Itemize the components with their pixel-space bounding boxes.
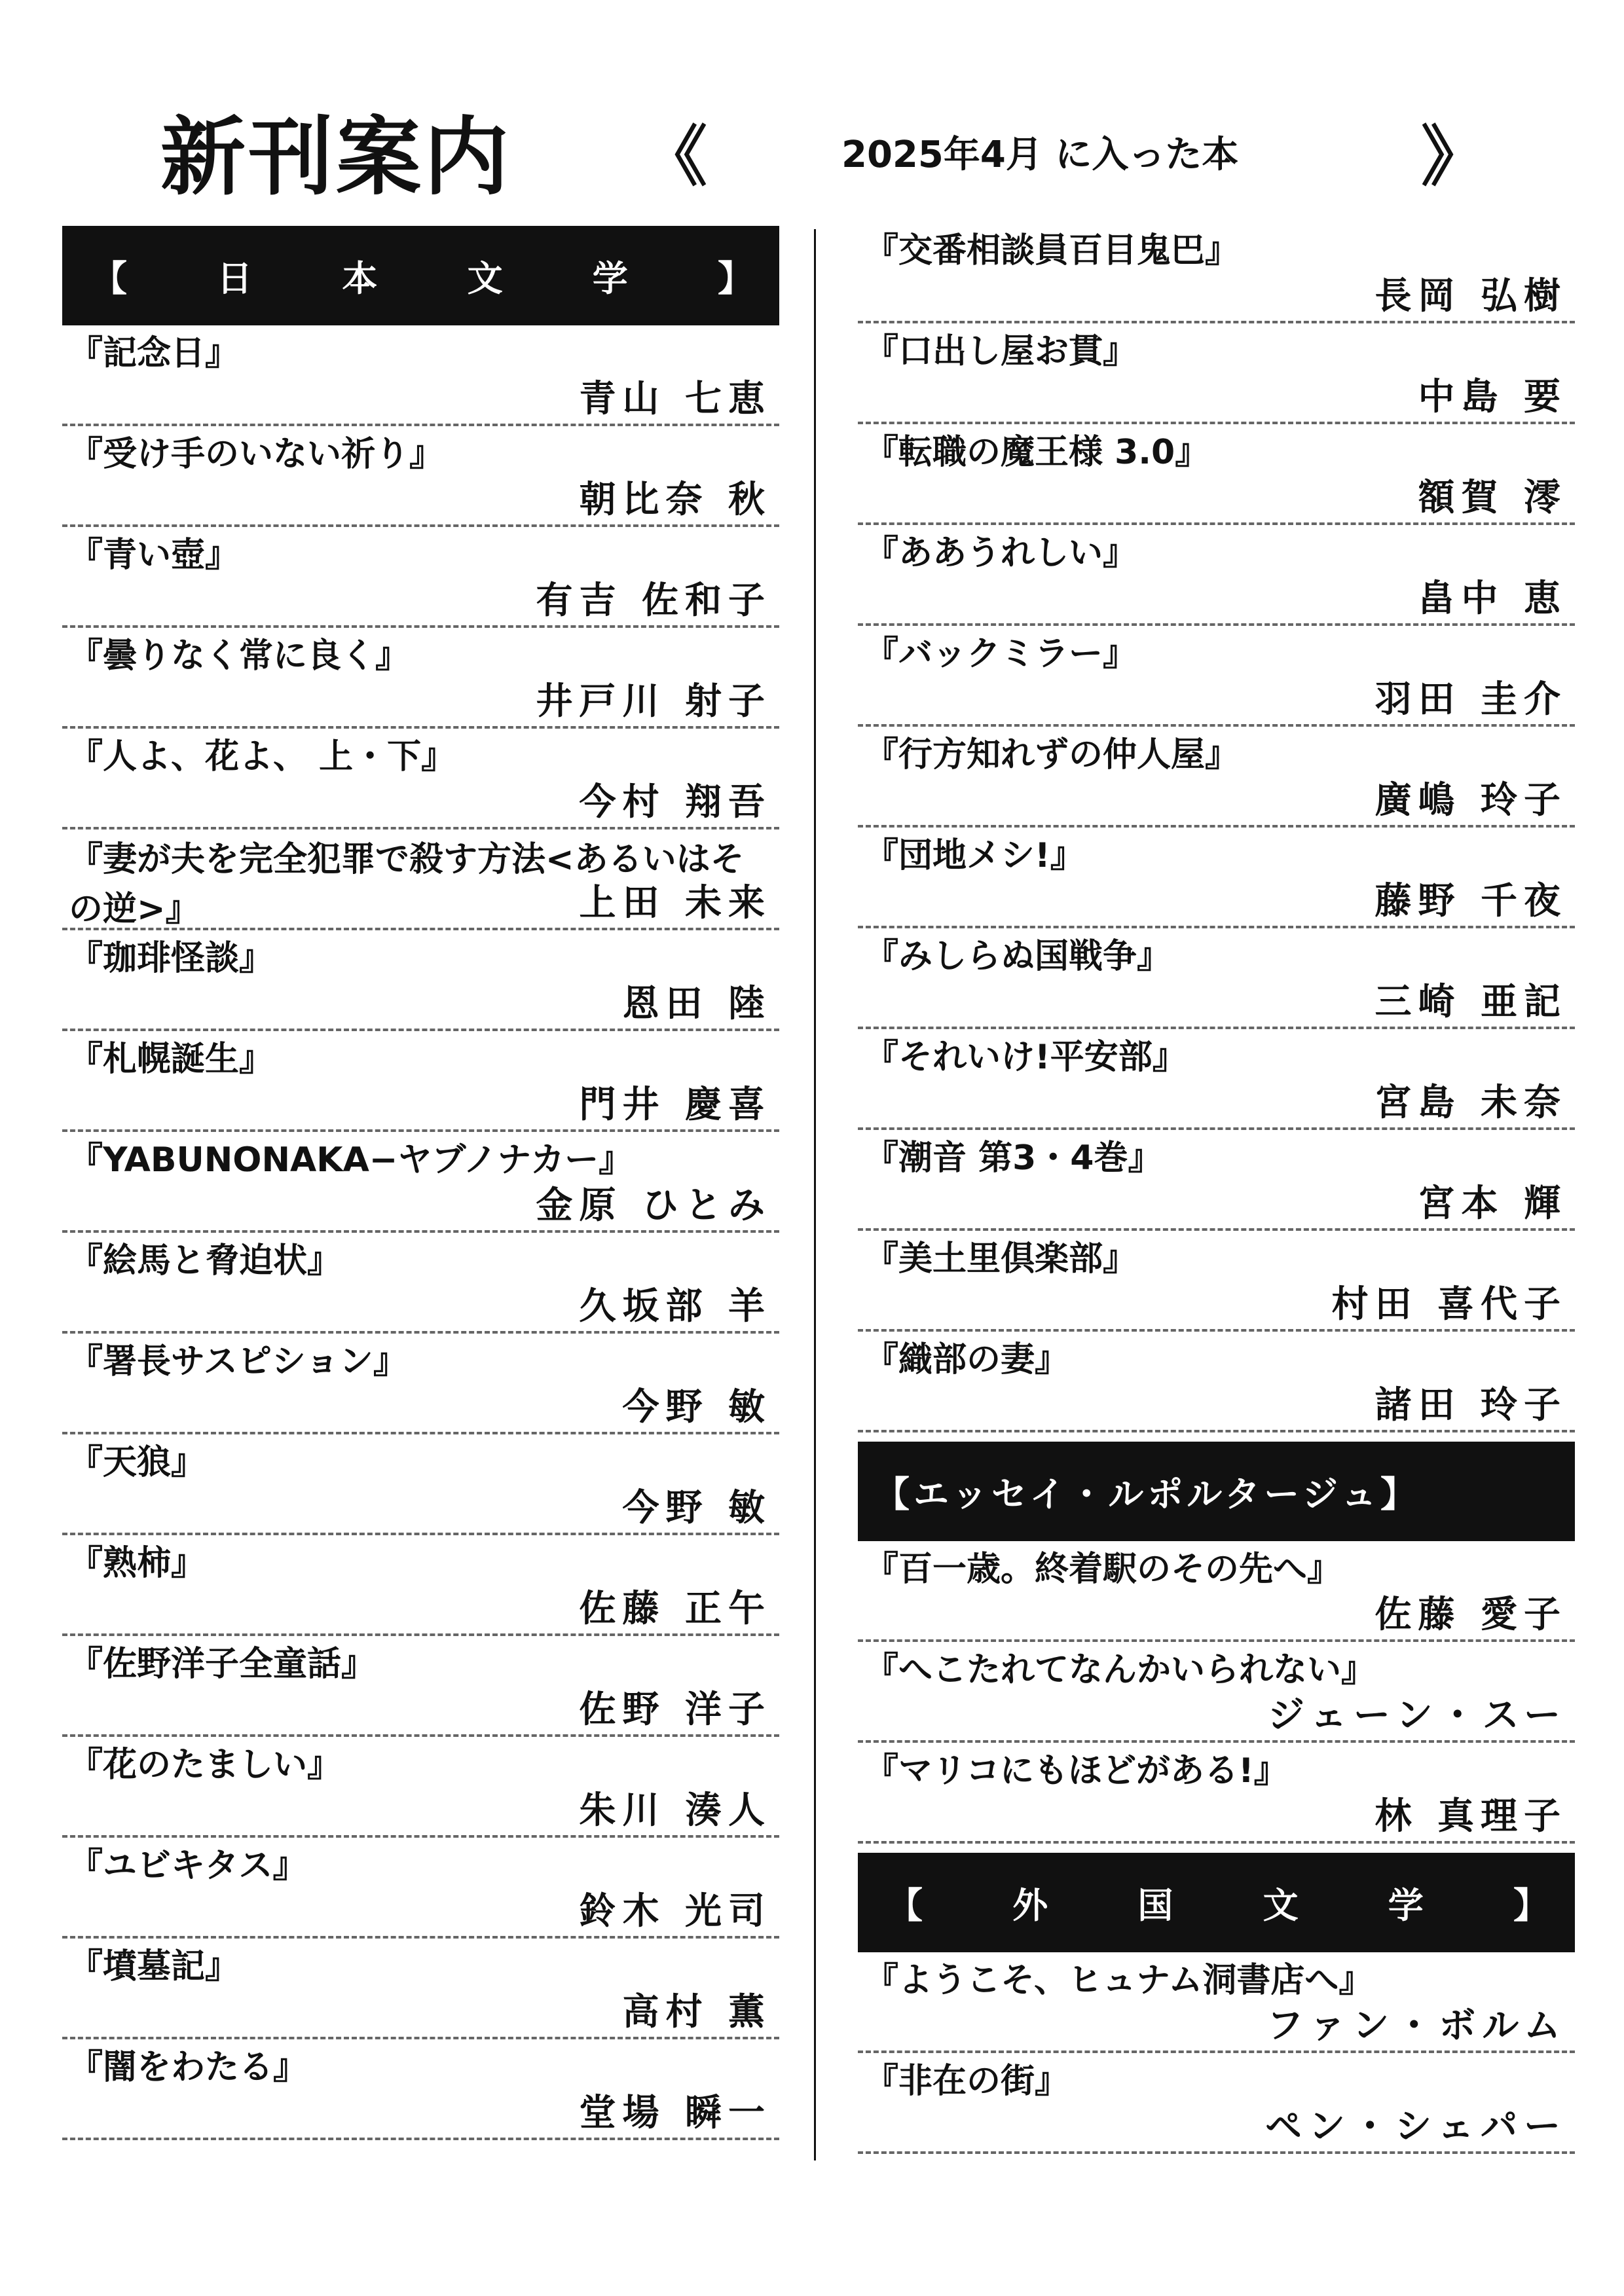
column-divider xyxy=(814,229,816,2160)
book-title: 『花のたましい』 xyxy=(69,1745,342,1785)
book-title: 『それいけ!平安部』 xyxy=(864,1038,1187,1077)
page-title: 新刊案内 xyxy=(160,107,512,207)
book-entry xyxy=(62,1535,779,1636)
book-author: 廣嶋 玲子 xyxy=(1375,779,1567,822)
book-entry xyxy=(62,1233,779,1334)
book-author: 今村 翔吾 xyxy=(579,781,771,824)
left-column xyxy=(62,226,779,2140)
book-title: 『潮音 第3・4巻』 xyxy=(864,1139,1162,1178)
book-author: ジェーン・スー xyxy=(1268,1694,1567,1737)
book-entry xyxy=(858,1952,1575,2053)
book-entry xyxy=(62,1737,779,1838)
book-author: 村田 喜代子 xyxy=(1331,1283,1567,1326)
book-author: 朝比奈 秋 xyxy=(579,479,771,521)
book-author: 諸田 玲子 xyxy=(1375,1384,1567,1427)
book-title: 『団地メシ!』 xyxy=(864,836,1084,875)
book-title: 『闇をわたる』 xyxy=(69,2048,308,2087)
book-entry xyxy=(858,1642,1575,1743)
book-title: 『ユビキタス』 xyxy=(69,1846,307,1886)
book-title: 『バックミラー』 xyxy=(864,634,1137,674)
book-entry xyxy=(62,729,779,829)
book-title: 『YABUNONAKA−ヤブノナカー』 xyxy=(69,1140,633,1180)
book-entry xyxy=(62,1838,779,1939)
book-title: 『美土里倶楽部』 xyxy=(864,1239,1137,1279)
book-author: 恩田 陸 xyxy=(622,983,771,1025)
book-author: 長岡 弘樹 xyxy=(1375,275,1567,318)
book-author: 青山 七恵 xyxy=(579,378,771,420)
book-entry xyxy=(62,1031,779,1132)
book-entry xyxy=(62,1434,779,1535)
book-author: 鈴木 光司 xyxy=(579,1890,771,1933)
book-title: 『天狼』 xyxy=(69,1443,206,1482)
book-author: 宮島 未奈 xyxy=(1375,1082,1567,1124)
book-entry xyxy=(858,1231,1575,1332)
book-title: 『熟柿』 xyxy=(69,1544,206,1583)
book-entry xyxy=(858,1541,1575,1642)
book-entry xyxy=(858,2053,1575,2154)
book-title: 『ようこそ、ヒュナム洞書店へ』 xyxy=(864,1961,1373,2000)
book-entry xyxy=(858,626,1575,727)
book-entry xyxy=(62,426,779,527)
book-title: 『人よ、花よ、 上・下』 xyxy=(69,737,456,776)
open-double-angle-bracket: 《 xyxy=(642,118,707,195)
book-title: 『マリコにもほどがある!』 xyxy=(864,1751,1288,1791)
book-entry xyxy=(62,527,779,628)
book-author: 藤野 千夜 xyxy=(1375,880,1567,922)
book-entry xyxy=(858,525,1575,626)
book-entry xyxy=(62,1132,779,1233)
book-author: 井戸川 射子 xyxy=(536,680,771,723)
section-header-char: 【 xyxy=(887,1884,923,1926)
japanese-literature-list xyxy=(62,325,779,2140)
book-entry xyxy=(858,223,1575,323)
section-header-char: 本 xyxy=(342,257,378,299)
book-title: 『非在の街』 xyxy=(864,2062,1069,2101)
book-author: 宮本 輝 xyxy=(1418,1182,1567,1225)
book-entry xyxy=(62,628,779,729)
book-author: ペン・シェパー xyxy=(1265,2105,1567,2148)
book-author: 高村 薫 xyxy=(622,1991,771,2033)
book-title: 『交番相談員百目鬼巴』 xyxy=(864,231,1240,270)
book-title: 『青い壺』 xyxy=(69,536,240,575)
book-entry xyxy=(858,828,1575,928)
book-title: 『へこたれてなんかいられない』 xyxy=(864,1650,1376,1690)
book-title: 『ああうれしい』 xyxy=(864,534,1137,573)
foreign-literature-list xyxy=(858,1952,1575,2154)
book-entry xyxy=(62,930,779,1031)
book-title: 『絵馬と脅迫状』 xyxy=(69,1241,342,1281)
book-entry xyxy=(62,2039,779,2140)
book-title: 『珈琲怪談』 xyxy=(69,939,274,978)
book-entry xyxy=(858,1130,1575,1231)
book-title: 『札幌誕生』 xyxy=(69,1040,274,1079)
close-double-angle-bracket: 》 xyxy=(1421,118,1486,195)
section-header-label: 【エッセイ・ルポルタージュ】 xyxy=(874,1473,1420,1515)
book-entry xyxy=(858,1332,1575,1432)
book-author: 佐藤 正午 xyxy=(579,1588,771,1630)
section-header-essay xyxy=(858,1442,1575,1541)
japanese-literature-list-continued xyxy=(858,223,1575,1432)
section-header-char: 学 xyxy=(1388,1884,1424,1926)
section-header-char: 【 xyxy=(92,257,127,299)
page-header xyxy=(0,85,1624,216)
section-header-char: 外 xyxy=(1012,1884,1048,1926)
book-author: 額賀 澪 xyxy=(1418,477,1567,519)
book-author: ファン・ボルム xyxy=(1266,2005,1567,2047)
book-entry xyxy=(62,1939,779,2039)
book-author: 林 真理子 xyxy=(1375,1795,1567,1838)
book-author: 朱川 湊人 xyxy=(579,1789,771,1832)
book-title: 『墳墓記』 xyxy=(69,1947,240,1986)
section-header-char: 】 xyxy=(1513,1884,1549,1926)
section-header-japanese-literature xyxy=(62,226,779,325)
book-title: 『転職の魔王様 3.0』 xyxy=(864,433,1209,472)
book-title: 『口出し屋お貫』 xyxy=(864,332,1137,371)
book-author: 中島 要 xyxy=(1418,376,1567,418)
section-header-char: 文 xyxy=(467,257,503,299)
section-header-foreign-literature xyxy=(858,1853,1575,1952)
section-header-char: 学 xyxy=(592,257,628,299)
book-entry xyxy=(858,323,1575,424)
book-author: 上田 未来 xyxy=(579,882,771,924)
book-entry xyxy=(62,1636,779,1737)
section-header-char: 】 xyxy=(717,257,753,299)
book-author: 佐野 洋子 xyxy=(579,1688,771,1731)
book-entry xyxy=(858,1743,1575,1844)
book-author: 今野 敏 xyxy=(622,1386,771,1429)
book-author: 金原 ひとみ xyxy=(536,1184,771,1227)
book-title: 『曇りなく常に良く』 xyxy=(69,636,410,676)
book-entry xyxy=(62,1334,779,1434)
book-entry xyxy=(858,928,1575,1029)
book-title: 『織部の妻』 xyxy=(864,1340,1069,1379)
section-header-char: 文 xyxy=(1263,1884,1299,1926)
book-author: 畠中 恵 xyxy=(1418,577,1567,620)
book-entry xyxy=(858,424,1575,525)
section-header-char: 国 xyxy=(1137,1884,1173,1926)
essay-list xyxy=(858,1541,1575,1844)
book-author: 羽田 圭介 xyxy=(1375,678,1567,721)
month-label: 2025年4月 に入った本 xyxy=(841,134,1239,176)
book-title: 『妻が夫を完全犯罪で殺す方法<あるいはその逆>』 xyxy=(69,840,745,929)
book-entry xyxy=(62,829,779,930)
book-author: 今野 敏 xyxy=(622,1487,771,1529)
book-title: 『記念日』 xyxy=(69,334,240,373)
book-entry xyxy=(62,325,779,426)
book-entry xyxy=(858,727,1575,828)
book-title: 『百一歳。終着駅のその先へ』 xyxy=(864,1550,1342,1589)
book-author: 有吉 佐和子 xyxy=(536,579,771,622)
book-title: 『署長サスピション』 xyxy=(69,1342,407,1381)
section-header-char: 日 xyxy=(217,257,253,299)
book-title: 『みしらぬ国戦争』 xyxy=(864,937,1172,976)
book-author: 門井 慶喜 xyxy=(579,1084,771,1126)
book-author: 堂場 瞬一 xyxy=(579,2092,771,2134)
book-title: 『佐野洋子全童話』 xyxy=(69,1645,376,1684)
book-author: 佐藤 愛子 xyxy=(1375,1594,1567,1636)
book-title: 『受け手のいない祈り』 xyxy=(69,435,444,474)
book-author: 三崎 亜記 xyxy=(1375,981,1567,1023)
book-title: 『行方知れずの仲人屋』 xyxy=(864,735,1240,774)
book-author: 久坂部 羊 xyxy=(579,1285,771,1328)
book-entry xyxy=(858,1029,1575,1130)
right-column xyxy=(858,223,1575,2154)
